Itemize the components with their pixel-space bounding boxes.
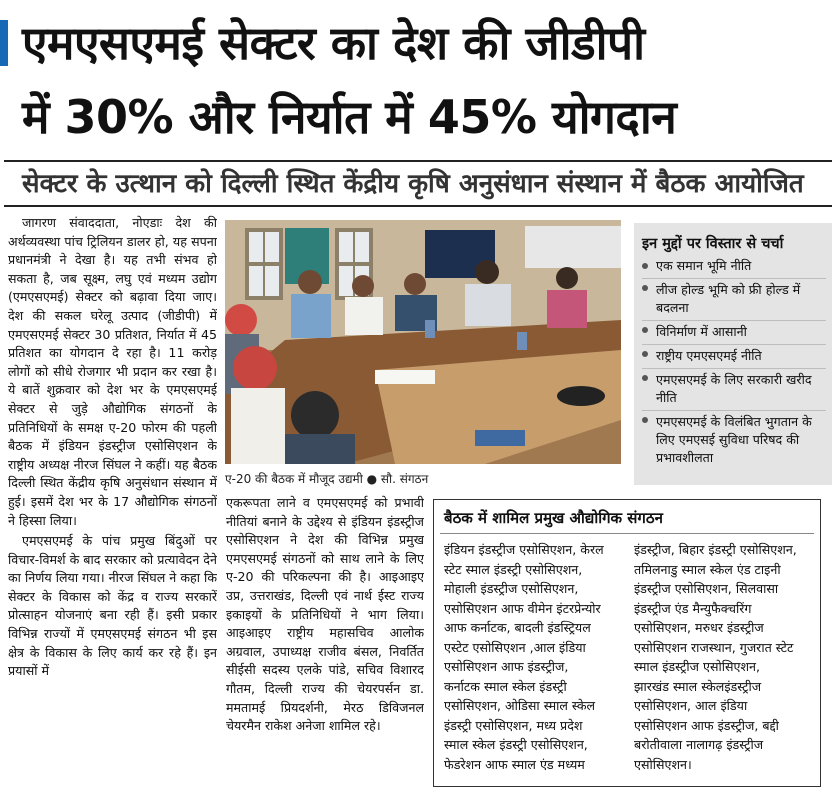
organization-line: फेडरेशन आफ स्माल एंड मध्यम (444, 756, 585, 772)
discussion-point (642, 368, 826, 407)
meeting-photo-illustration (225, 220, 621, 464)
discussion-point-text: राष्ट्रीय एमएसएमई नीति (656, 348, 762, 363)
organization-line: स्माल इंडस्ट्रीज एसोसिएशन, (634, 659, 761, 674)
organization-line: बरोतीवाला नालागढ़ इंडस्ट्रीज (634, 737, 764, 752)
bullet-icon (642, 351, 648, 357)
discussion-point (642, 278, 826, 317)
photo-caption: ए-20 की बैठक में मौजूद उद्यमी ● सौ. संगठन (225, 472, 429, 486)
bullet-icon (642, 375, 648, 381)
discussion-point-text: एक समान भूमि नीति (656, 258, 752, 273)
article-paragraph-1: जागरण संवाददाता, नोएडाः देश की अर्थव्यवस्था पांच ट्रिलियन डालर हो, यह सपना प्रधानमंत्री ने देखा है। यह तभी संभव हो सकता है, जब सूक्ष्म, लघु एवं मध्यम उद्योग (एमएसएमई) सेक्टर को बढ़ावा दिया जाए। देश की सकल घरेलू उत्पाद (जीडीपी) में एमएसएमई सेक्टर 30 प्रतिशत, निर्यात में 45 प्रतिशत का योगदान दे रहा है। 11 करोड़ लोगों को सीधे रोजगार भी प्रदान कर रखा है। ये बातें शुक्रवार को देश भर के एमएसएमई सेक्टर से जुड़े औद्योगिक संगठनों के प्रतिनिधियों के समक्ष ए-20 फोरम की पहली बैठक में इंडियन इंडस्ट्रीज एसोसिएशन के राष्ट्रीय अध्यक्ष नीरज सिंघल ने कहीं। यह बैठक दिल्ली स्थित केंद्रीय कृषि अनुसंधान संस्थान में हुई। इसमें देश भर के 17 औद्योगिक संगठनों ने हिस्सा लिया। (8, 215, 217, 528)
organization-line: इंडस्ट्री एसोसिएशन, मध्य प्रदेश (444, 717, 583, 733)
organization-line: एस्टेट एसोसिएशन ,आल इंडिया (444, 639, 586, 655)
organization-line: स्टेट स्माल इंडस्ट्री एसोसिएशन, (444, 561, 583, 577)
participating-organizations-box (433, 499, 821, 787)
article-paragraph-2: एमएसएमई के पांच प्रमुख बिंदुओं पर विचार-विमर्श के बाद सरकार को प्रत्यावेदन देने का निर्णय लिया गया। नीरज सिंघल ने कहा कि सेक्टर के विकास को केंद्र व राज्य सरकारें प्रोत्साहन योजनाएं बना रही हैं। इसी प्रकार विभिन्न राज्यों में एमएसएमई संगठन भी इस क्षेत्र के विकास के लिए कार्य कर रहे हैं। इन प्रयासों में (8, 533, 217, 679)
discussion-point (642, 320, 826, 341)
discussion-point-text: लीज होल्ड भूमि को फ्री होल्ड में बदलना (656, 282, 801, 315)
organization-line: इंडियन इंडस्ट्रीज एसोसिएशन, केरल (444, 542, 604, 557)
discussion-point-text: एमएसएमई के लिए सरकारी खरीद नीति (656, 372, 812, 405)
organization-line: एसोसिएशन, ओडिसा स्माल स्केल (444, 698, 596, 713)
sidebar-title: इन मुद्दों पर विस्तार से चर्चा (642, 236, 784, 252)
organization-line: एसोसिएशन आफ इंडस्ट्रीज, बद्दी (634, 717, 779, 733)
headline-line-2: में 30% और निर्यात में 45% योगदान (22, 90, 677, 144)
headline-line-1: एमएसएमई सेक्टर का देश की जीडीपी (22, 16, 645, 70)
organization-line: इंडस्ट्रीज एसोसिएशन, सिलवासा (634, 581, 779, 596)
article-column-1 (8, 214, 217, 789)
headline-divider (4, 160, 832, 162)
discussion-points-list (634, 257, 832, 467)
meeting-photo (225, 220, 621, 464)
organization-line: इंडस्ट्रीज, बिहार इंडस्ट्री एसोसिएशन, (634, 542, 797, 557)
bullet-icon (642, 263, 648, 269)
organization-line: तमिलनाडु स्माल स्केल एंड टाइनी (634, 561, 781, 577)
organization-line: कर्नाटक स्माल स्केल इंडस्ट्री (444, 678, 567, 694)
box-divider (440, 533, 814, 534)
organization-line: झारखंड स्माल स्केलइंडस्ट्रीज (634, 678, 762, 694)
organization-line: एसोसिएशन। (634, 756, 692, 772)
organization-line: एसोसिएशन, मरुधर इंडस्ट्रीज (634, 620, 764, 635)
bullet-icon (642, 327, 648, 333)
organization-line: एसोसिएशन, आल इंडिया (634, 698, 748, 713)
organization-line: मोहाली इंडस्ट्रीज एसोसिएशन, (444, 581, 579, 596)
discussion-points-sidebar (634, 223, 832, 485)
subheadline: सेक्टर के उत्थान को दिल्ली स्थित केंद्रीय कृषि अनुसंधान संस्थान में बैठक आयोजित (22, 169, 804, 199)
organization-line: एसोसिएशन आफ वीमेन इंटरप्रेन्योर (444, 600, 601, 616)
organization-line: एसोसिएशन राजस्थान, गुजरात स्टेट (634, 639, 794, 655)
box-title: बैठक में शामिल प्रमुख औद्योगिक संगठन (444, 509, 663, 527)
organizations-column-2 (634, 540, 814, 774)
bullet-icon (642, 417, 648, 423)
subheadline-divider (4, 205, 832, 207)
organization-line: स्माल स्केल इंडस्ट्री एसोसिएशन, (444, 737, 588, 752)
organization-line: एसोसिएशन आफ इंडस्ट्रीज, (444, 659, 569, 674)
discussion-point (642, 257, 826, 275)
article-column-2: एकरूपता लाने व एमएसएमई को प्रभावी नीतियां बनाने के उद्देश्य से इंडियन इंडस्ट्रीज एसोसिएशन ने देश की विभिन्न प्रमुख एमएसएमई संगठनों को साथ लाने के लिए ए-20 की परिकल्पना की है। आइआइए उप्र, उत्तराखंड, दिल्ली एवं नार्थ ईस्ट राज्य इकाइयों के प्रतिनिधियों ने भाग लिया। आइआइए राष्ट्रीय महासचिव आलोक अग्रवाल, उपाध्यक्ष राजीव बंसल, निवर्तित सीईसी सदस्य एलके पांडे, सचिव विशारद गौतम, दिल्ली राज्य की चेयरपर्सन डा. ममतामई प्रियदर्शनी, मेरठ डिविजनल चेयरमैन राकेश अनेजा शामिल रहे। (226, 495, 424, 734)
discussion-point-text: एमएसएमई के विलंबित भुगतान के लिए एमएसई सुविधा परिषद की प्रभावशीलता (656, 414, 812, 465)
organization-line: इंडस्ट्रीज एंड मैन्युफैक्चरिंग (634, 600, 752, 616)
organizations-column-1 (444, 540, 622, 774)
discussion-point-text: विनिर्माण में आसानी (656, 324, 747, 339)
headline-accent-bar (0, 20, 8, 66)
organization-line: आफ कर्नाटक, बादली इंडस्ट्रियल (444, 620, 591, 635)
discussion-point (642, 410, 826, 467)
discussion-point (642, 344, 826, 365)
bullet-icon (642, 285, 648, 291)
